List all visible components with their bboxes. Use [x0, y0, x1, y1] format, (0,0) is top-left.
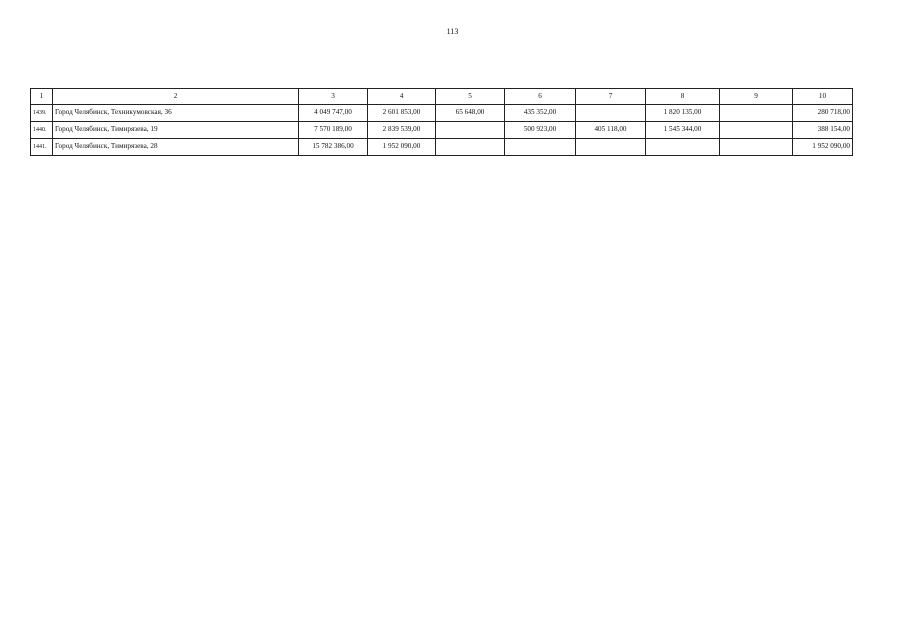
data-table — [30, 88, 853, 156]
col-header-9: 9 — [720, 89, 793, 105]
col-header-7: 7 — [576, 89, 646, 105]
col-9-value-cell — [720, 122, 793, 139]
col-10-value-cell: 388 154,00 — [793, 122, 853, 139]
col-6-value-cell: 500 923,00 — [505, 122, 576, 139]
col-10-value-cell: 1 952 090,00 — [793, 139, 853, 156]
col-8-value-cell: 1 545 344,00 — [646, 122, 720, 139]
row-number-cell: 1440. — [31, 122, 53, 139]
col-header-3: 3 — [299, 89, 368, 105]
col-4-value-cell: 2 601 853,00 — [368, 105, 436, 122]
col-10-value-cell: 280 718,00 — [793, 105, 853, 122]
table-body — [31, 105, 853, 156]
address-cell: Город Челябинск, Тимирязева, 19 — [53, 122, 299, 139]
address-cell: Город Челябинск, Техникумовская, 36 — [53, 105, 299, 122]
col-header-6: 6 — [505, 89, 576, 105]
col-8-value-cell — [646, 139, 720, 156]
col-9-value-cell — [720, 139, 793, 156]
col-3-value-cell: 15 782 386,00 — [299, 139, 368, 156]
col-4-value-cell: 1 952 090,00 — [368, 139, 436, 156]
row-number-cell: 1441. — [31, 139, 53, 156]
table-row — [31, 105, 853, 122]
col-9-value-cell — [720, 105, 793, 122]
col-4-value-cell: 2 839 539,00 — [368, 122, 436, 139]
address-cell: Город Челябинск, Тимирязева, 28 — [53, 139, 299, 156]
col-6-value-cell: 435 352,00 — [505, 105, 576, 122]
col-8-value-cell: 1 820 135,00 — [646, 105, 720, 122]
col-3-value-cell: 7 570 189,00 — [299, 122, 368, 139]
col-header-2: 2 — [53, 89, 299, 105]
row-number-cell: 1439. — [31, 105, 53, 122]
col-header-5: 5 — [436, 89, 505, 105]
page-number: 113 — [446, 27, 459, 36]
col-7-value-cell — [576, 105, 646, 122]
col-5-value-cell — [436, 139, 505, 156]
header-row — [31, 89, 853, 105]
table-row — [31, 122, 853, 139]
col-7-value-cell — [576, 139, 646, 156]
col-6-value-cell — [505, 139, 576, 156]
col-5-value-cell: 65 648,00 — [436, 105, 505, 122]
col-7-value-cell: 405 118,00 — [576, 122, 646, 139]
col-header-8: 8 — [646, 89, 720, 105]
col-header-4: 4 — [368, 89, 436, 105]
table-row — [31, 139, 853, 156]
col-3-value-cell: 4 049 747,00 — [299, 105, 368, 122]
col-5-value-cell — [436, 122, 505, 139]
col-header-1: 1 — [31, 89, 53, 105]
col-header-10: 10 — [793, 89, 853, 105]
